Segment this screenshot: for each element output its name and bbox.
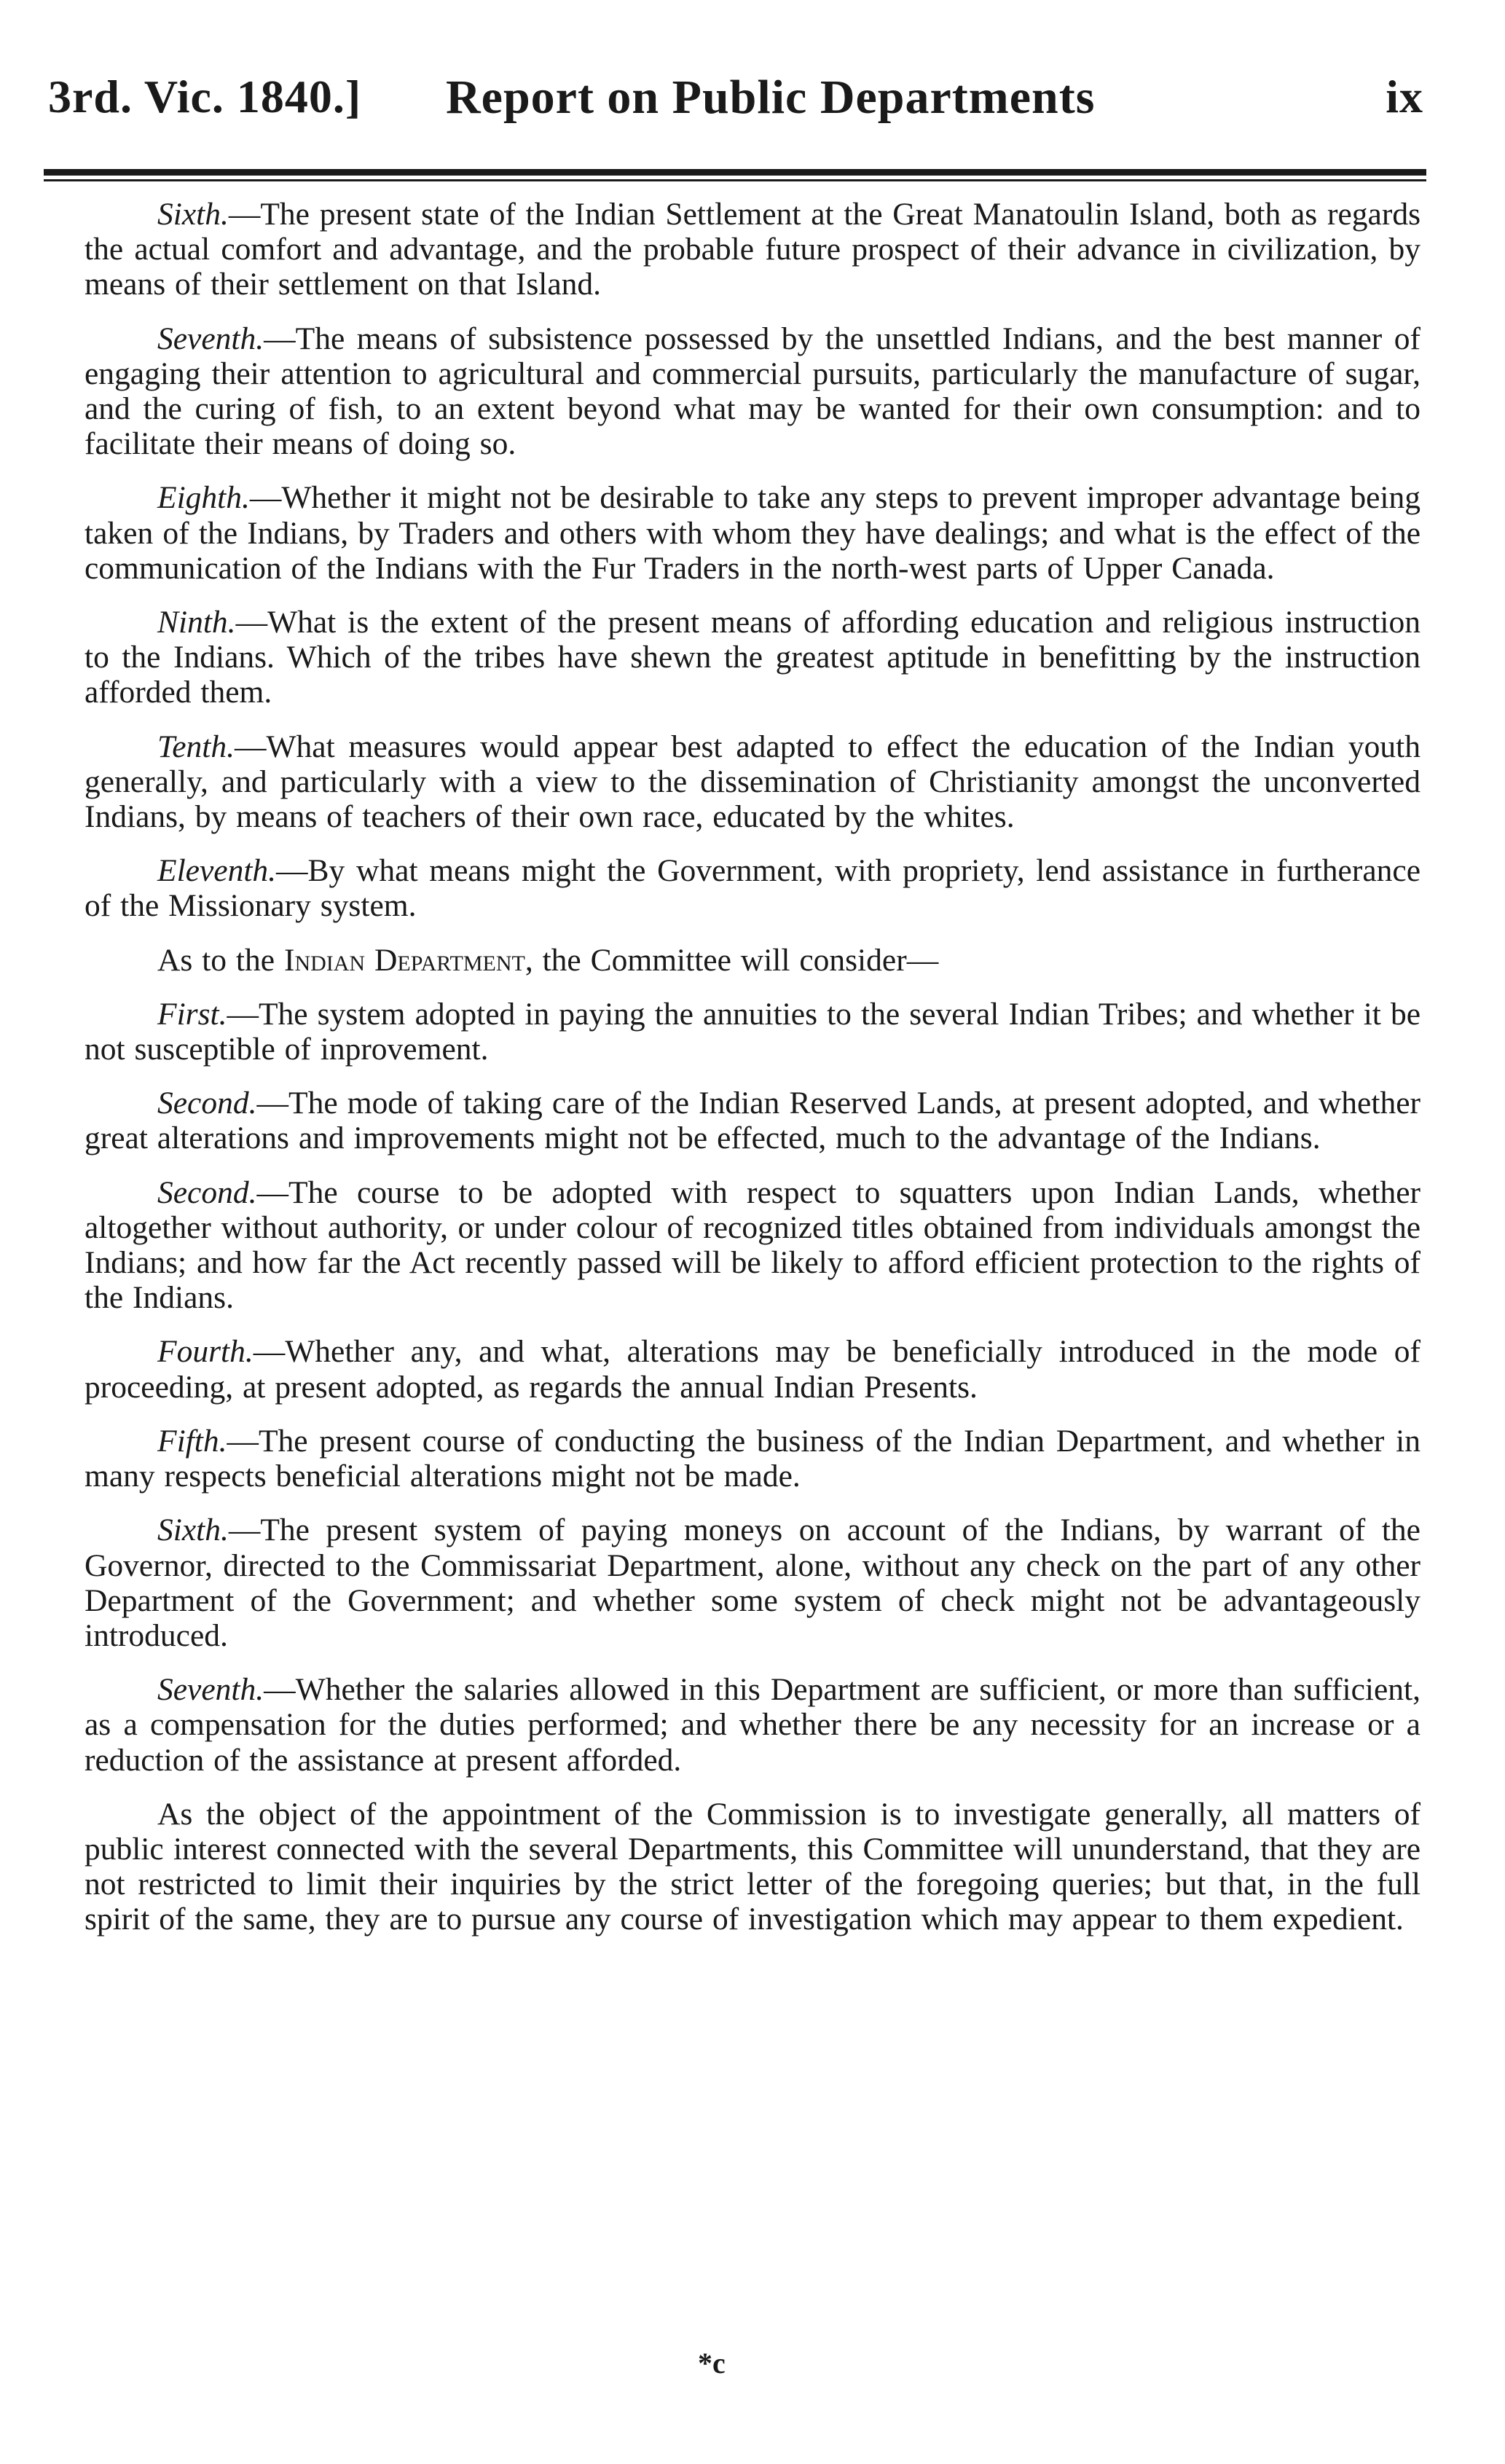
paragraph-text: —The means of subsistence possessed by the unsettled Indians, and the best manner of engaging their attention to agricultural and commercial pursuits, particularly the manufacture of sugar, and the curing of fish, to an extent beyond what may be wanted for their own consumption: and to facilitate their means of doing so. (85, 321, 1420, 462)
intro-after: , the Committee will consider— (524, 942, 939, 978)
paragraph-text: —What measures would appear best adapted to effect the education of the Indian youth generally, and particularly with a view to the dissemination of Christianity amongst the unconverted Indians, by means of teachers of their own race, educated by the whites. (85, 729, 1420, 835)
paragraph-lead: Ninth. (157, 605, 236, 640)
page-title: Report on Public Departments (446, 71, 1096, 124)
paragraph-eighth-traders (85, 480, 1420, 586)
header-rule-thick (44, 169, 1426, 176)
paragraph-eleventh-missionary (85, 853, 1420, 923)
paragraph-text: —The mode of taking care of the Indian Reserved Lands, at present adopted, and whether great alterations and improvements might not be effected, much to the advantage of the Indians. (85, 1086, 1420, 1156)
signature-mark: *c (698, 2347, 726, 2379)
paragraph-text: —The course to be adopted with respect to squatters upon Indian Lands, whether altogether without authority, or under colour of recognized titles obtained from individuals amongst the Indians; and how far the Act recently passed will be likely to afford efficient protection to the rights of the Indians. (85, 1174, 1420, 1316)
header-rule-thin (44, 179, 1426, 181)
department-paragraph-fifth (85, 1424, 1420, 1494)
paragraph-lead: Seventh. (157, 321, 264, 356)
indian-department-heading: Indian Department (283, 942, 525, 978)
paragraph-lead: Second. (157, 1086, 257, 1121)
department-paragraph-first (85, 997, 1420, 1067)
paragraph-lead: Eleventh. (157, 853, 277, 889)
paragraph-ninth-education (85, 605, 1420, 710)
paragraph-text: —The present system of paying moneys on account of the Indians, by warrant of the Governor, directed to the Commissariat Department, alone, without any check on the part of any other Department of the Government; and whether some system of check might not be advantageously introduced. (85, 1512, 1420, 1653)
paragraph-seventh-subsistence (85, 321, 1420, 462)
intro-before: As to the (157, 942, 284, 978)
paragraph-text: —What is the extent of the present means of affording education and religious instruction to the Indians. Which of the tribes have shewn the greatest aptitude in benefitting by the instruction afforded them. (85, 605, 1420, 710)
paragraph-lead: First. (157, 996, 227, 1032)
paragraph-lead: Tenth. (157, 729, 235, 764)
paragraph-tenth-youth (85, 729, 1420, 835)
paragraph-lead: Second. (157, 1174, 257, 1210)
body-text (85, 197, 1420, 1937)
page-number: ix (1386, 71, 1423, 122)
paragraph-lead: Sixth. (157, 1512, 229, 1548)
paragraph-text: —The present course of conducting the business of the Indian Department, and whether in many respects beneficial alterations might not be made. (85, 1423, 1420, 1494)
paragraph-lead: Seventh. (157, 1672, 264, 1708)
department-paragraph-seventh (85, 1672, 1420, 1778)
paragraph-text: —Whether it might not be desirable to take any steps to prevent improper advantage being taken of the Indians, by Traders and others with whom they have dealings; and what is the effect of the communication of the Indians with the Fur Traders in the north-west parts of Upper Canada. (85, 480, 1420, 586)
paragraph-text: —Whether any, and what, alterations may be beneficially introduced in the mode of proceeding, at present adopted, as regards the annual Indian Presents. (85, 1334, 1420, 1405)
paragraph-text: —By what means might the Government, with propriety, lend assistance in furtherance of the Missionary system. (85, 853, 1420, 924)
paragraph-lead: Sixth. (157, 197, 229, 232)
paragraph-text: —The present state of the Indian Settlement at the Great Manatoulin Island, both as regards the actual comfort and advantage, and the probable future prospect of their advance in civilization, by means of their settlement on that Island. (85, 197, 1420, 302)
closing-paragraph: As the object of the appointment of the Commission is to investigate generally, all matters of public interest connected with the several Departments, this Committee will ununderstand, that they are not restricted to limit their inquiries by the strict letter of the foregoing queries; but that, in the full spirit of the same, they are to pursue any course of investigation which may appear to them expedient. (85, 1796, 1420, 1937)
session-reference: 3rd. Vic. 1840.] (48, 71, 362, 122)
department-paragraph-sixth (85, 1512, 1420, 1653)
indian-department-intro (85, 943, 1420, 978)
paragraph-lead: Eighth. (157, 480, 250, 516)
paragraph-lead: Fourth. (157, 1334, 254, 1370)
paragraph-lead: Fifth. (157, 1423, 227, 1459)
department-paragraph-second-squatters (85, 1175, 1420, 1316)
department-paragraph-fourth (85, 1334, 1420, 1404)
paragraph-text: —The system adopted in paying the annuities to the several Indian Tribes; and whether it be not susceptible of inprovement. (85, 996, 1420, 1067)
paragraph-text: —Whether the salaries allowed in this Department are sufficient, or more than sufficient, as a compensation for the duties performed; and whether there be any necessity for an increase or a reduction of the assistance at present afforded. (85, 1672, 1420, 1778)
running-head (48, 70, 1423, 136)
department-paragraph-second-lands (85, 1086, 1420, 1156)
paragraph-sixth-settlement (85, 197, 1420, 302)
